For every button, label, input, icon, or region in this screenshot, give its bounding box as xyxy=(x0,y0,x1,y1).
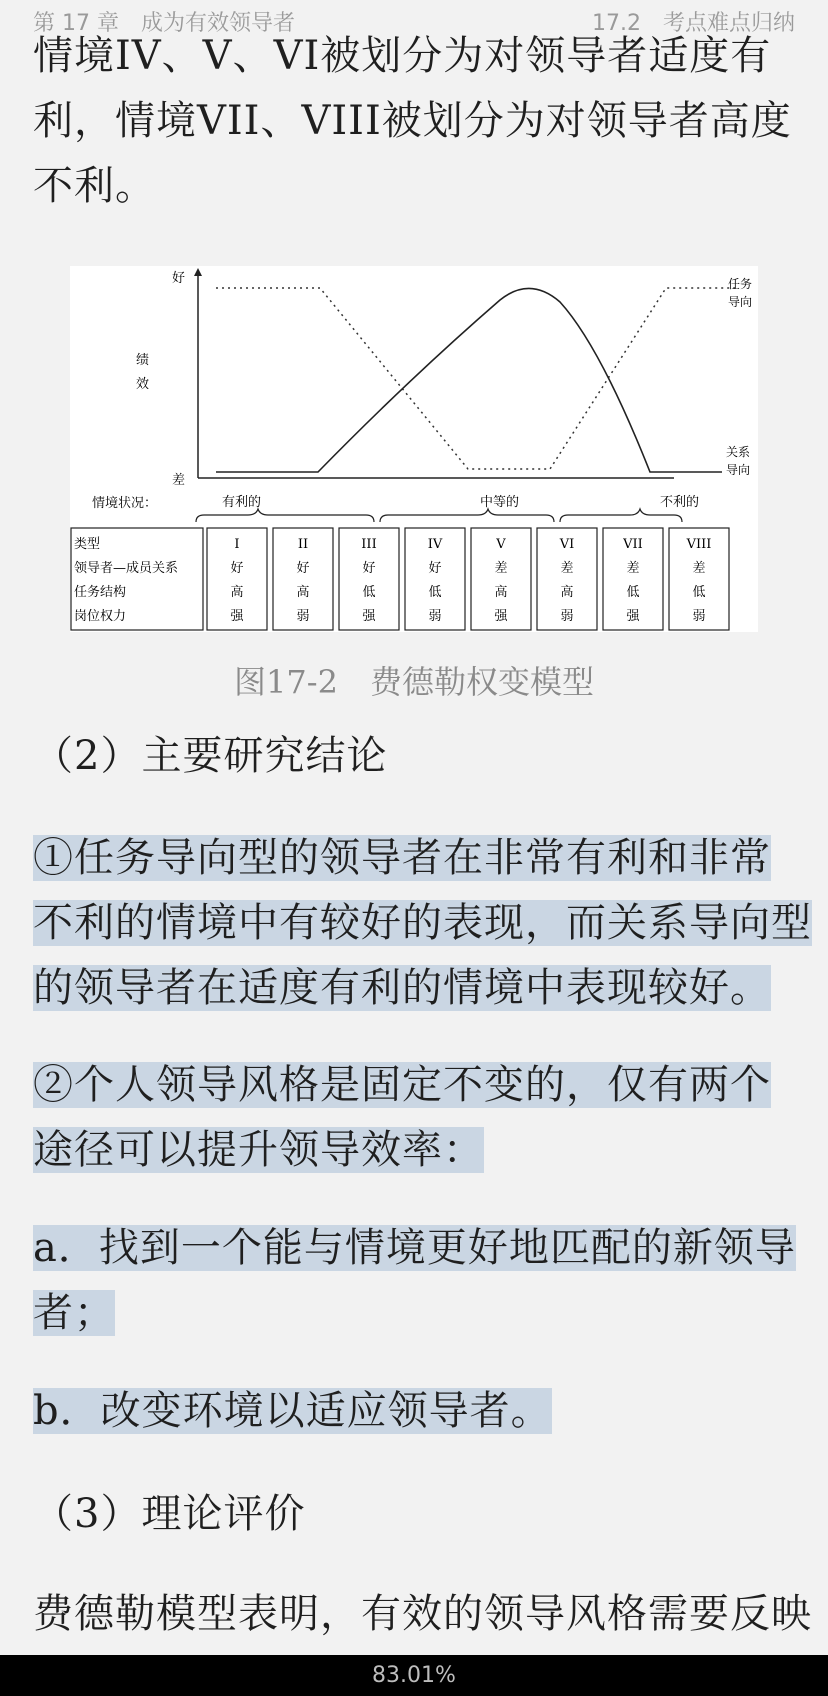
option-a xyxy=(33,1216,803,1346)
situation-relation: 差 xyxy=(494,561,508,576)
relation-label-1: 关系 xyxy=(726,445,751,459)
situation-box-1 xyxy=(207,528,267,630)
chapter-title: 第 17 章 成为有效领导者 xyxy=(33,10,295,36)
unfavorable-label: 不利的 xyxy=(660,495,700,510)
option-b xyxy=(33,1379,803,1444)
situation-box-3 xyxy=(339,528,399,630)
text-line: 利，情境VII、VIII被划分为对领导者高度 xyxy=(33,98,792,144)
reading-progress-bar xyxy=(0,1655,828,1696)
situation-relation: 差 xyxy=(560,561,574,576)
y-axis-label-2: 效 xyxy=(136,377,150,392)
heading-text: （3）理论评价 xyxy=(33,1491,306,1537)
situation-structure: 高 xyxy=(560,585,574,600)
task-label-2: 导向 xyxy=(728,295,753,309)
favorable-label: 有利的 xyxy=(222,495,262,510)
row-header: 类型 xyxy=(74,537,101,552)
situation-numeral: VII xyxy=(623,537,643,552)
highlighted-text[interactable]: a．找到一个能与情境更好地匹配的新领导 xyxy=(33,1225,796,1271)
task-oriented-curve xyxy=(216,288,738,469)
situation-numeral: III xyxy=(361,537,377,552)
highlighted-text[interactable]: ①任务导向型的领导者在非常有利和非常 xyxy=(33,835,771,881)
situation-power: 强 xyxy=(494,609,508,624)
situation-numeral: IV xyxy=(427,537,443,552)
task-label-1: 任务 xyxy=(728,277,753,291)
situation-numeral: V xyxy=(496,537,506,552)
situation-power: 强 xyxy=(626,609,640,624)
situation-label: 情境状况： xyxy=(92,496,158,511)
situation-structure: 低 xyxy=(626,585,640,600)
situation-numeral: I xyxy=(234,537,240,552)
situation-relation: 好 xyxy=(428,561,442,576)
situation-numeral: VIII xyxy=(686,537,712,552)
situation-structure: 高 xyxy=(494,585,508,600)
section-title: 17.2 考点难点归纳 xyxy=(592,10,795,36)
reading-progress: 83.01% xyxy=(372,1663,456,1688)
unfavorable-brace xyxy=(560,509,682,522)
moderate-label: 中等的 xyxy=(480,495,520,510)
situation-box-5 xyxy=(471,528,531,630)
row-header: 领导者—成员关系 xyxy=(74,561,179,576)
fiedler-model-diagram xyxy=(70,266,758,632)
relation-label-2: 导向 xyxy=(726,463,751,477)
figure-caption: 图17-2 费德勒权变模型 xyxy=(234,663,594,701)
favorable-brace xyxy=(196,509,374,522)
heading-text: （2）主要研究结论 xyxy=(33,733,388,779)
situation-relation: 好 xyxy=(230,561,244,576)
row-header: 任务结构 xyxy=(74,585,127,600)
situation-structure: 高 xyxy=(296,585,310,600)
section-heading-3 xyxy=(33,1482,803,1547)
y-bottom-label: 差 xyxy=(172,473,186,488)
situation-power: 强 xyxy=(362,609,376,624)
situation-structure: 低 xyxy=(428,585,442,600)
highlighted-text[interactable]: 者； xyxy=(33,1290,115,1336)
situation-power: 弱 xyxy=(692,609,706,624)
highlighted-text[interactable]: 途径可以提升领导效率： xyxy=(33,1127,484,1173)
situation-relation: 差 xyxy=(692,561,706,576)
situation-box-7 xyxy=(603,528,663,630)
moderate-brace xyxy=(380,509,554,522)
situation-power: 弱 xyxy=(296,609,310,624)
text-line: 不利。 xyxy=(33,163,156,209)
highlighted-text[interactable]: b．改变环境以适应领导者。 xyxy=(33,1388,552,1434)
situation-box-8 xyxy=(669,528,729,630)
text-line: 情境IV、V、VI被划分为对领导者适度有 xyxy=(33,33,772,79)
situation-relation: 差 xyxy=(626,561,640,576)
highlighted-text[interactable]: 不利的情境中有较好的表现，而关系导向型 xyxy=(33,900,812,946)
situation-power: 弱 xyxy=(560,609,574,624)
y-axis-arrow xyxy=(194,268,202,276)
conclusion-2 xyxy=(33,1053,803,1183)
section-heading-2 xyxy=(33,724,803,789)
situation-power: 强 xyxy=(230,609,244,624)
situation-relation: 好 xyxy=(362,561,376,576)
y-top-label: 好 xyxy=(172,271,186,286)
intro-paragraph xyxy=(33,24,803,219)
situation-relation: 好 xyxy=(296,561,310,576)
conclusion-1 xyxy=(33,826,812,1021)
situation-box-4 xyxy=(405,528,465,630)
closing-paragraph xyxy=(33,1582,812,1647)
situation-numeral: VI xyxy=(559,537,575,552)
highlighted-text[interactable]: ②个人领导风格是固定不变的，仅有两个 xyxy=(33,1062,771,1108)
situation-power: 弱 xyxy=(428,609,442,624)
relationship-oriented-curve xyxy=(216,288,722,472)
situation-structure: 高 xyxy=(230,585,244,600)
situation-numeral: II xyxy=(297,537,309,552)
text-line: 费德勒模型表明，有效的领导风格需要反映 xyxy=(33,1591,812,1637)
highlighted-text[interactable]: 的领导者在适度有利的情境中表现较好。 xyxy=(33,965,771,1011)
fiedler-model-figure xyxy=(70,266,758,632)
situation-box-2 xyxy=(273,528,333,630)
situation-structure: 低 xyxy=(692,585,706,600)
situation-structure: 低 xyxy=(362,585,376,600)
row-header: 岗位权力 xyxy=(74,609,127,624)
situation-box-6 xyxy=(537,528,597,630)
y-axis-label-1: 绩 xyxy=(136,353,150,368)
